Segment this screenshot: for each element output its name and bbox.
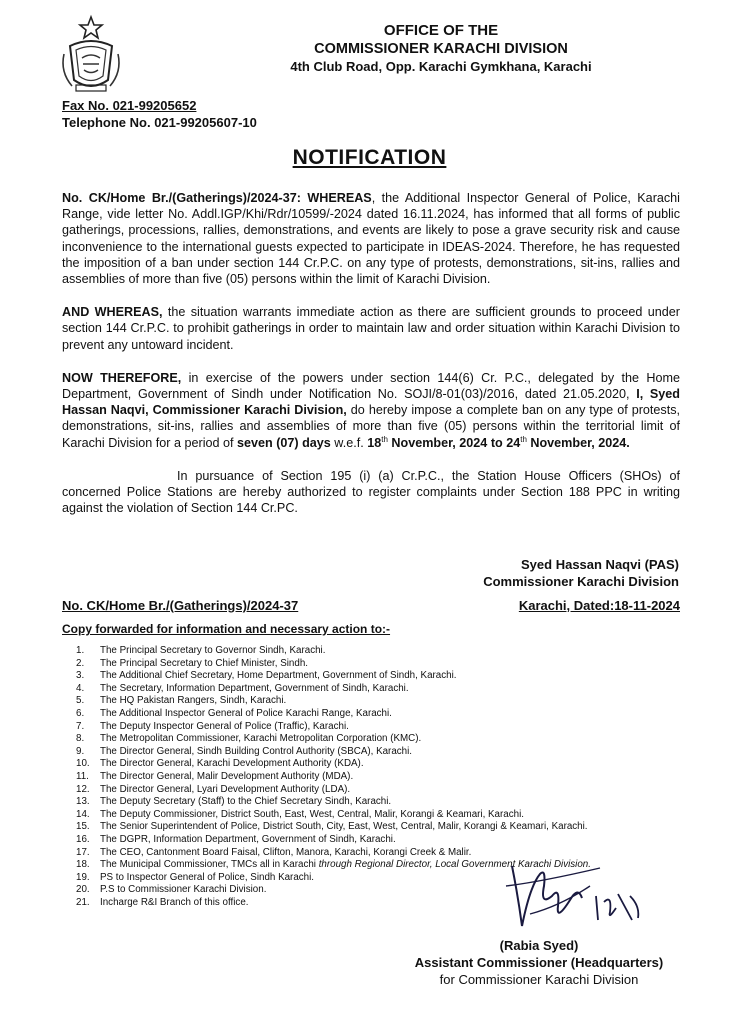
- list-item: [76, 834, 656, 847]
- list-item: [76, 721, 656, 734]
- paragraph-1-text: , the Additional Inspector General of Police, Karachi Range, vide letter No. Addl.IGP/Khi/Rdr/10599/-2024 dated 16.11.2024, has informed that all forms of public gatherings, processions, rallies, demonstrations, and events are likely to pose a grave security risk and cause inconvenience to the international guests expected to participate in IDEAS-2024. Therefore, he has requested the imposition of a ban under section 144 Cr.P.C. on any type of protests, demonstrations, sit-ins, rallies and assemblies of more than five (05) persons within the limit of Karachi Division.: [62, 191, 680, 287]
- list-item-body: The Deputy Secretary (Staff) to the Chief Secretary Sindh, Karachi.: [100, 796, 392, 808]
- signatory-2-role: Assistant Commissioner (Headquarters): [414, 955, 664, 970]
- list-item-body: The Senior Superintendent of Police, District South, City, East, West, Central, Malir, Korangi & Keamari, Karachi.: [100, 821, 588, 833]
- paragraph-2-lead: AND WHEREAS,: [62, 305, 163, 320]
- office-heading: [221, 22, 661, 76]
- paragraph-3-bold-2: seven (07) days: [237, 435, 331, 450]
- list-item-number: 21.: [76, 896, 90, 908]
- paragraph-3-lead: NOW THEREFORE,: [62, 370, 182, 385]
- list-item-body: The CEO, Cantonment Board Faisal, Clifton, Manora, Karachi, Korangi Creek & Malir.: [100, 846, 472, 858]
- list-item-body: The Principal Secretary to Governor Sindh, Karachi.: [100, 645, 326, 656]
- contact-info: [62, 97, 257, 131]
- paragraph-3-bold-3b: November, 2024 to 24: [387, 435, 521, 450]
- government-seal-icon: [56, 14, 126, 94]
- signatory-1-role: Commissioner Karachi Division: [483, 574, 679, 589]
- paragraph-3-text-3: w.e.f.: [330, 435, 368, 450]
- list-item: [76, 796, 656, 809]
- reference-date: Karachi, Dated:18-11-2024: [518, 598, 680, 613]
- list-item-text: [100, 834, 396, 847]
- list-item: [76, 683, 656, 696]
- reference-line: [62, 597, 680, 614]
- paragraph-3: [62, 370, 680, 451]
- list-item-text: [100, 872, 314, 885]
- handwritten-signature-icon: [500, 856, 650, 936]
- list-item-body: The Deputy Inspector General of Police (Traffic), Karachi.: [100, 720, 349, 732]
- superscript-2: th: [520, 434, 527, 444]
- office-line-1: OFFICE OF THE: [383, 22, 499, 39]
- list-item-number: 9.: [76, 745, 85, 757]
- list-item-number: 3.: [76, 670, 85, 682]
- page-title: NOTIFICATION: [292, 146, 447, 169]
- list-item-number: 14.: [76, 808, 90, 820]
- list-item: [76, 784, 656, 797]
- list-item: [76, 758, 656, 771]
- list-item-number: 5.: [76, 695, 85, 707]
- list-item-text: [100, 695, 286, 708]
- list-item-text: [100, 721, 349, 734]
- list-item-number: 16.: [76, 833, 90, 845]
- copy-forwarded-heading: Copy forwarded for information and necessary action to:-: [62, 622, 391, 636]
- list-item-text: [100, 771, 353, 784]
- list-item-text: [100, 645, 325, 658]
- list-item-number: 6.: [76, 707, 85, 719]
- list-item-body: The Principal Secretary to Chief Minister, Sindh.: [100, 657, 309, 669]
- office-address: 4th Club Road, Opp. Karachi Gymkhana, Karachi: [290, 59, 592, 74]
- list-item: [76, 733, 656, 746]
- list-item: [76, 771, 656, 784]
- paragraph-2-text: the situation warrants immediate action as there are sufficient grounds to proceed under section 144 Cr.P.C. to prohibit gatherings in order to maintain law and order situation within Karachi Division to prevent any untoward incident.: [62, 305, 680, 352]
- list-item-text: [100, 796, 391, 809]
- superscript-1: th: [381, 434, 388, 444]
- list-item-body: The HQ Pakistan Rangers, Sindh, Karachi.: [100, 695, 287, 707]
- list-item: [76, 708, 656, 721]
- list-item: [76, 809, 656, 822]
- list-item-body: PS to Inspector General of Police, Sindh Karachi.: [100, 871, 315, 883]
- notification-body: [62, 190, 680, 533]
- list-item-body: The Director General, Sindh Building Control Authority (SBCA), Karachi.: [100, 745, 413, 757]
- list-item-number: 2.: [76, 657, 85, 669]
- paragraph-3-bold-3c: November, 2024.: [526, 435, 630, 450]
- list-item-number: 15.: [76, 821, 90, 833]
- paragraph-3-bold-1: I, Syed Hassan Naqvi, Commissioner Karachi Division,: [62, 387, 680, 418]
- list-item-text: [100, 847, 471, 860]
- list-item-body: The Director General, Malir Development Authority (MDA).: [100, 770, 354, 782]
- list-item-number: 11.: [76, 770, 89, 782]
- list-item-body: The DGPR, Information Department, Government of Sindh, Karachi.: [100, 833, 396, 845]
- reference-number: No. CK/Home Br./(Gatherings)/2024-37: [62, 598, 299, 613]
- list-item-text: [100, 821, 588, 834]
- list-item-body: The Additional Chief Secretary, Home Department, Government of Sindh, Karachi.: [100, 670, 457, 682]
- list-item-text: [100, 670, 457, 683]
- list-item-number: 20.: [76, 884, 90, 896]
- list-item-text: [100, 658, 308, 671]
- list-item-number: 1.: [76, 645, 85, 656]
- list-item-number: 19.: [76, 871, 90, 883]
- list-item-body: The Secretary, Information Department, Government of Sindh, Karachi.: [100, 682, 409, 694]
- list-item-text: [100, 733, 421, 746]
- signatory-2-name: (Rabia Syed): [499, 938, 579, 953]
- office-line-2: COMMISSIONER KARACHI DIVISION: [314, 41, 568, 57]
- paragraph-1-lead: No. CK/Home Br./(Gatherings)/2024-37: WHEREAS: [62, 191, 372, 205]
- list-item-italic: through Regional Director, Local Government Karachi Division.: [318, 859, 591, 871]
- paragraph-3-text-2: do hereby impose a complete ban on any type of protests, demonstrations, sit-ins, rallies and assemblies of more than five (05) persons within the territorial limit of Karachi Division for a period of: [62, 403, 680, 450]
- paragraph-1: [62, 190, 680, 287]
- list-item-text: [100, 897, 248, 910]
- list-item-number: 7.: [76, 720, 85, 732]
- list-item-text: [100, 683, 409, 696]
- list-item-text: [100, 746, 412, 759]
- paragraph-4: In pursuance of Section 195 (i) (a) Cr.P.C., the Station House Officers (SHOs) of concerned Police Stations are hereby authorized to register complaints under Section 188 PPC in writing against the violation of Section 144 Cr.PC.: [62, 468, 680, 516]
- list-item-number: 12.: [76, 783, 90, 795]
- list-item-text: [100, 758, 364, 771]
- list-item-number: 13.: [76, 796, 90, 808]
- list-item: [76, 645, 656, 658]
- list-item: [76, 746, 656, 759]
- list-item: [76, 670, 656, 683]
- list-item-body: The Additional Inspector General of Police Karachi Range, Karachi.: [100, 707, 392, 719]
- list-item-text: [100, 809, 524, 822]
- list-item-body: Incharge R&I Branch of this office.: [100, 896, 249, 908]
- list-item-number: 17.: [76, 846, 90, 858]
- list-item-body: The Director General, Karachi Development Authority (KDA).: [100, 758, 364, 770]
- list-item-body: The Deputy Commissioner, District South, East, West, Central, Malir, Korangi & Keamari, Karachi.: [100, 808, 524, 820]
- list-item: [76, 821, 656, 834]
- list-item: [76, 695, 656, 708]
- signatory-2-for: for Commissioner Karachi Division: [439, 972, 639, 987]
- signatory-block-1: [419, 556, 679, 590]
- paragraph-2: [62, 304, 680, 353]
- signatory-1-name: Syed Hassan Naqvi (PAS): [521, 557, 679, 572]
- list-item-number: 10.: [76, 758, 90, 770]
- list-item-number: 4.: [76, 682, 85, 694]
- paragraph-3-bold-3a: 18: [367, 435, 382, 450]
- list-item-text: [100, 884, 266, 897]
- list-item-body: The Director General, Lyari Development Authority (LDA).: [100, 783, 351, 795]
- signatory-block-2: [389, 937, 689, 988]
- list-item-number: 18.: [76, 859, 90, 871]
- list-item-body: P.S to Commissioner Karachi Division.: [100, 884, 267, 896]
- list-item-text: [100, 784, 350, 797]
- telephone-number: Telephone No. 021-99205607-10: [62, 115, 257, 130]
- list-item-body: The Municipal Commissioner, TMCs all in Karachi: [100, 859, 319, 871]
- paragraph-3-text-1: in exercise of the powers under section 144(6) Cr. P.C., delegated by the Home Department, Government of Sindh under Notification No. SOJI/8-01(03)/2016, dated 21.05.2020,: [62, 370, 680, 402]
- fax-number: Fax No. 021-99205652: [62, 98, 197, 113]
- list-item-number: 8.: [76, 733, 85, 745]
- list-item-body: The Metropolitan Commissioner, Karachi Metropolitan Corporation (KMC).: [100, 733, 422, 745]
- list-item: [76, 658, 656, 671]
- list-item-text: [100, 708, 392, 721]
